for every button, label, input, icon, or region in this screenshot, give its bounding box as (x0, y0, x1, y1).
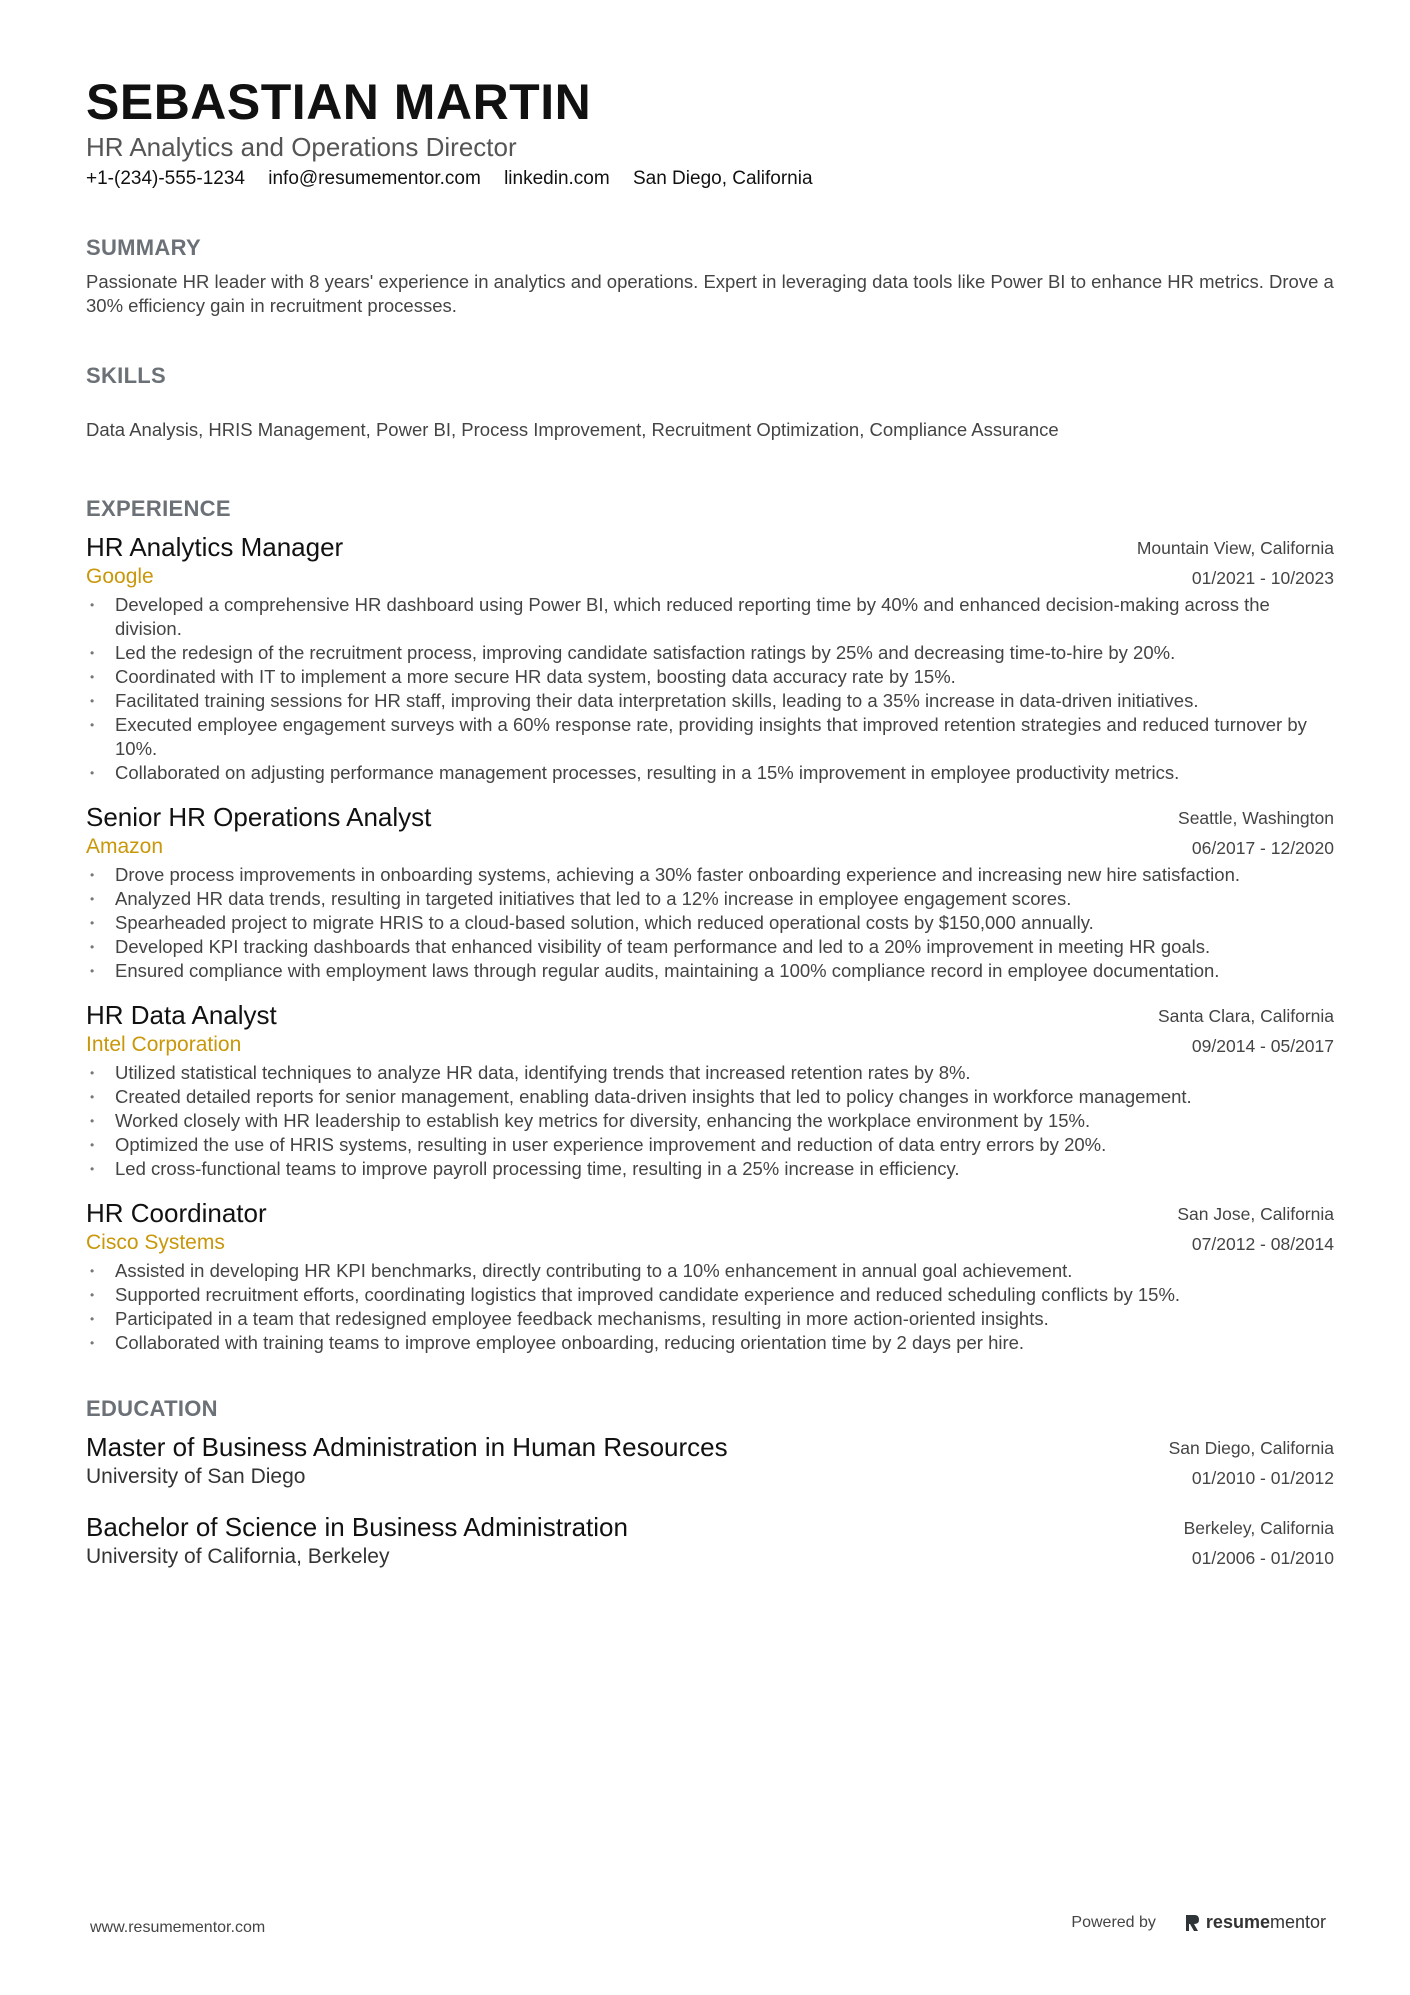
list-item: • Worked closely with HR leadership to establish key metrics for diversity, enhancing the workplace environment by 15%. (86, 1109, 1334, 1133)
list-item: • Assisted in developing HR KPI benchmarks, directly contributing to a 10% enhancement in annual goal achievement. (86, 1259, 1334, 1283)
job-location: Seattle, Washington (1178, 808, 1334, 828)
job-dates: 07/2012 - 08/2014 (1191, 1234, 1334, 1254)
job-meta (1158, 1001, 1334, 1061)
footer-brand (1071, 1912, 1326, 1933)
candidate-title: HR Analytics and Operations Director (86, 132, 517, 162)
list-item: • Led cross-functional teams to improve payroll processing time, resulting in a 25% increase in efficiency. (86, 1157, 1334, 1181)
list-item: • Led the redesign of the recruitment process, improving candidate satisfaction ratings by 25% and decreasing time-to-hire by 20%. (86, 641, 1334, 665)
job-bullets (86, 593, 1334, 785)
job-dates: 06/2017 - 12/2020 (1191, 838, 1334, 858)
list-item: • Analyzed HR data trends, resulting in targeted initiatives that led to a 12% increase in employee engagement scores. (86, 887, 1334, 911)
resume-header (86, 74, 1334, 192)
job-entry (86, 531, 1334, 785)
degree-title: Master of Business Administration in Human Resources (86, 1432, 728, 1462)
job-entry (86, 999, 1334, 1181)
list-item: • Utilized statistical techniques to analyze HR data, identifying trends that increased retention rates by 8%. (86, 1061, 1334, 1085)
powered-by-label: Powered by (1071, 1913, 1156, 1931)
education-location: Berkeley, California (1183, 1518, 1334, 1538)
job-bullets (86, 1259, 1334, 1355)
list-item: • Collaborated on adjusting performance management processes, resulting in a 15% improvement in employee productivity metrics. (86, 761, 1334, 785)
list-item: • Executed employee engagement surveys with a 60% response rate, providing insights that improved retention strategies and reduced turnover by 10%. (86, 713, 1334, 761)
school-name: University of California, Berkeley (86, 1545, 390, 1568)
job-company: Amazon (86, 835, 164, 858)
contact-location: San Diego, California (632, 168, 813, 189)
section-heading-summary: SUMMARY (86, 235, 201, 260)
list-item: • Ensured compliance with employment laws through regular audits, maintaining a 100% compliance record in employee documentation. (86, 959, 1334, 983)
list-item: • Optimized the use of HRIS systems, resulting in user experience improvement and reduction of data entry errors by 20%. (86, 1133, 1334, 1157)
job-title: HR Analytics Manager (86, 532, 344, 562)
education-section (86, 1395, 1334, 1571)
list-item: • Spearheaded project to migrate HRIS to a cloud-based solution, which reduced operational costs by $150,000 annually. (86, 911, 1334, 935)
job-meta (1178, 803, 1334, 863)
education-meta (1169, 1433, 1334, 1493)
education-location: San Diego, California (1168, 1438, 1334, 1458)
skills-section (86, 362, 1334, 442)
list-item: • Participated in a team that redesigned employee feedback mechanisms, resulting in more action-oriented insights. (86, 1307, 1334, 1331)
job-bullets (86, 863, 1334, 983)
job-bullets (86, 1061, 1334, 1181)
job-title: HR Coordinator (86, 1198, 267, 1228)
skills-text: Data Analysis, HRIS Management, Power BI, Process Improvement, Recruitment Optimization, Compliance Assurance (86, 419, 1059, 440)
list-item: • Supported recruitment efforts, coordinating logistics that improved candidate experience and reduced scheduling conflicts by 15%. (86, 1283, 1334, 1307)
experience-section (86, 495, 1334, 1355)
job-location: San Jose, California (1177, 1204, 1334, 1224)
section-heading-education: EDUCATION (86, 1396, 218, 1421)
degree-title: Bachelor of Science in Business Administration (86, 1512, 628, 1542)
job-dates: 01/2021 - 10/2023 (1191, 568, 1334, 588)
job-meta (1177, 1199, 1334, 1259)
list-item: • Developed KPI tracking dashboards that enhanced visibility of team performance and led to a 20% improvement in meeting HR goals. (86, 935, 1334, 959)
list-item: • Drove process improvements in onboarding systems, achieving a 30% faster onboarding experience and increasing new hire satisfaction. (86, 863, 1334, 887)
candidate-name: SEBASTIAN MARTIN (86, 74, 592, 130)
job-dates: 09/2014 - 05/2017 (1191, 1036, 1334, 1056)
list-item: • Collaborated with training teams to improve employee onboarding, reducing orientation time by 2 days per hire. (86, 1331, 1334, 1355)
job-entry (86, 1197, 1334, 1355)
education-dates: 01/2006 - 01/2010 (1191, 1548, 1334, 1568)
brand-logo-text[interactable] (1206, 1912, 1326, 1933)
contact-email[interactable]: info@resumementor.com (268, 168, 481, 189)
resume-page (86, 74, 1334, 1571)
job-company: Intel Corporation (86, 1033, 242, 1056)
job-title: Senior HR Operations Analyst (86, 802, 432, 832)
footer-website[interactable]: www.resumementor.com (90, 1919, 266, 1936)
brand-light: mentor (1269, 1912, 1326, 1932)
school-name: University of San Diego (86, 1465, 306, 1488)
job-company: Google (86, 565, 154, 588)
contact-line (86, 166, 1334, 192)
list-item: • Coordinated with IT to implement a more secure HR data system, boosting data accuracy rate by 15%. (86, 665, 1334, 689)
list-item: • Developed a comprehensive HR dashboard using Power BI, which reduced reporting time by 40% and enhanced decision-making across the division. (86, 593, 1334, 641)
contact-linkedin[interactable]: linkedin.com (504, 168, 610, 189)
job-meta (1137, 533, 1334, 593)
education-entry (86, 1431, 1334, 1491)
job-location: Santa Clara, California (1157, 1006, 1334, 1026)
brand-bold: resume (1205, 1912, 1270, 1932)
summary-text: Passionate HR leader with 8 years' experience in analytics and operations. Expert in leveraging data tools like Power BI to enhance HR metrics. Drove a 30% efficiency gain in recruitment processes. (86, 271, 1334, 316)
job-entry (86, 801, 1334, 983)
contact-phone: +1-(234)-555-1234 (86, 168, 245, 189)
job-location: Mountain View, California (1136, 538, 1334, 558)
section-heading-skills: SKILLS (86, 363, 167, 388)
list-item: • Facilitated training sessions for HR staff, improving their data interpretation skills, leading to a 35% increase in data-driven initiatives. (86, 689, 1334, 713)
education-entry (86, 1511, 1334, 1571)
job-title: HR Data Analyst (86, 1000, 277, 1030)
summary-section (86, 234, 1334, 318)
job-company: Cisco Systems (86, 1231, 225, 1254)
list-item: • Created detailed reports for senior management, enabling data-driven insights that led to policy changes in workforce management. (86, 1085, 1334, 1109)
education-dates: 01/2010 - 01/2012 (1191, 1468, 1334, 1488)
education-meta (1184, 1513, 1334, 1573)
section-heading-experience: EXPERIENCE (86, 496, 231, 521)
resumementor-logo-icon (1184, 1913, 1200, 1933)
